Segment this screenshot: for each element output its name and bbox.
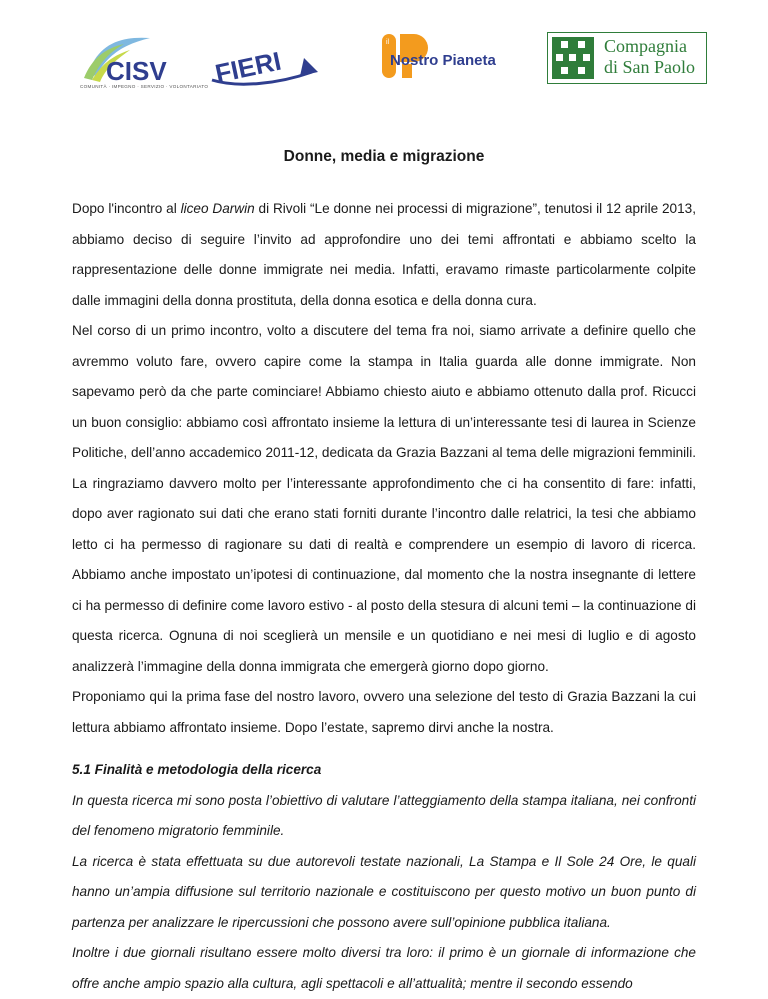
pianeta-name: Nostro Pianeta (390, 52, 496, 69)
document-body (72, 194, 696, 999)
section-paragraph-1: In questa ricerca mi sono posta l’obiettivo di valutare l’atteggiamento della stampa italiana, nei confronti del fenomeno migratorio femminile. (72, 792, 696, 838)
fieri-name: FIERI (212, 45, 284, 89)
intro-text-rest: di Rivoli “Le donne nei processi di migrazione”, tenutosi il 12 aprile 2013, abbiamo deciso di seguire l’invito ad approfondire uno dei temi affrontati e abbiamo scelto la rappresentazione delle donne immigrate nei media. Infatti, eravamo rimaste particolarmente colpite dalle immagini della donna prostituta, della donna esotica e della donna cura. (72, 201, 697, 308)
cisv-name: CISV (106, 56, 167, 86)
fieri-logo (208, 32, 320, 94)
logo-bar (0, 26, 768, 96)
compagnia-name (604, 36, 695, 78)
proposal-paragraph: Proponiamo qui la prima fase del nostro lavoro, ovvero una selezione del testo di Grazia Bazzani la cui lettura abbiamo affrontato insieme. Dopo l’estate, sapremo dirvi anche la nostra. (72, 689, 696, 735)
cisv-subtitle: COMUNITÀ · IMPEGNO · SERVIZIO · VOLONTARIATO (80, 84, 209, 89)
cisv-logo (80, 34, 209, 94)
document-title: Donne, media e migrazione (283, 148, 485, 165)
compagnia-mark-icon (552, 37, 594, 79)
method-paragraph: Nel corso di un primo incontro, volto a discutere del tema fra noi, siamo arrivate a definire quello che avremmo voluto fare, ovvero capire come la stampa in Italia guarda alle donne immigrate. Non sapevamo però da che parte cominciare! Abbiamo chiesto aiuto e abbiamo ottenuto dalla prof. Ricucci un buon consiglio: abbiamo così affrontato insieme la lettura di un’interessante tesi di laurea in Scienze Politiche, dell’anno accademico 2011-12, dedicata da Grazia Bazzani al tema delle migrazioni femminili. La ringraziamo davvero molto per l’interessante approfondimento che ci ha consentito di fare: infatti, dopo aver ragionato sui dati che erano stati forniti durante l’incontro dalle relatrici, la tesi che abbiamo letto ci ha permesso di ragionare su dati di realtà e comprendere un esempio di lavoro di ricerca. Abbiamo anche impostato un’ipotesi di continuazione, dal momento che la nostra insegnante di lettere ci ha permesso di definire come lavoro estivo - al posto della stesura di alcuni temi – la continuazione di questa ricerca. Ognuna di noi sceglierà un mensile e un quotidiano e nei mesi di luglio e di agosto analizzerà l’immagine della donna immigrata che emergerà giorno dopo giorno. (72, 323, 696, 674)
intro-paragraph (72, 194, 696, 316)
fieri-wordmark-icon (208, 32, 320, 94)
section-paragraph-3: Inoltre i due giornali risultano essere molto diversi tra loro: il primo è un giornale di informazione che offre anche ampio spazio alla cultura, agli spettacoli e all’attualità; mentre il secondo essendo (72, 945, 696, 991)
svg-text:il: il (386, 39, 390, 46)
compagnia-san-paolo-logo (547, 32, 707, 84)
nostro-pianeta-logo (378, 30, 510, 86)
compagnia-line-2: di San Paolo (604, 57, 696, 77)
section-heading: 5.1 Finalità e metodologia della ricerca (72, 762, 322, 777)
intro-text-start: Dopo l'incontro al (72, 201, 181, 216)
compagnia-line-1: Compagnia (604, 36, 687, 56)
section-paragraph-2: La ricerca è stata effettuata su due autorevoli testate nazionali, La Stampa e Il Sole 24 Ore, le quali hanno un’ampia diffusione sul territorio nazionale e costituiscono per questo motivo un buon punto di partenza per analizzare le ripercussioni che possono avere sull’opinione pubblica italiana. (72, 853, 696, 930)
liceo-darwin-italic: liceo Darwin (180, 201, 255, 216)
